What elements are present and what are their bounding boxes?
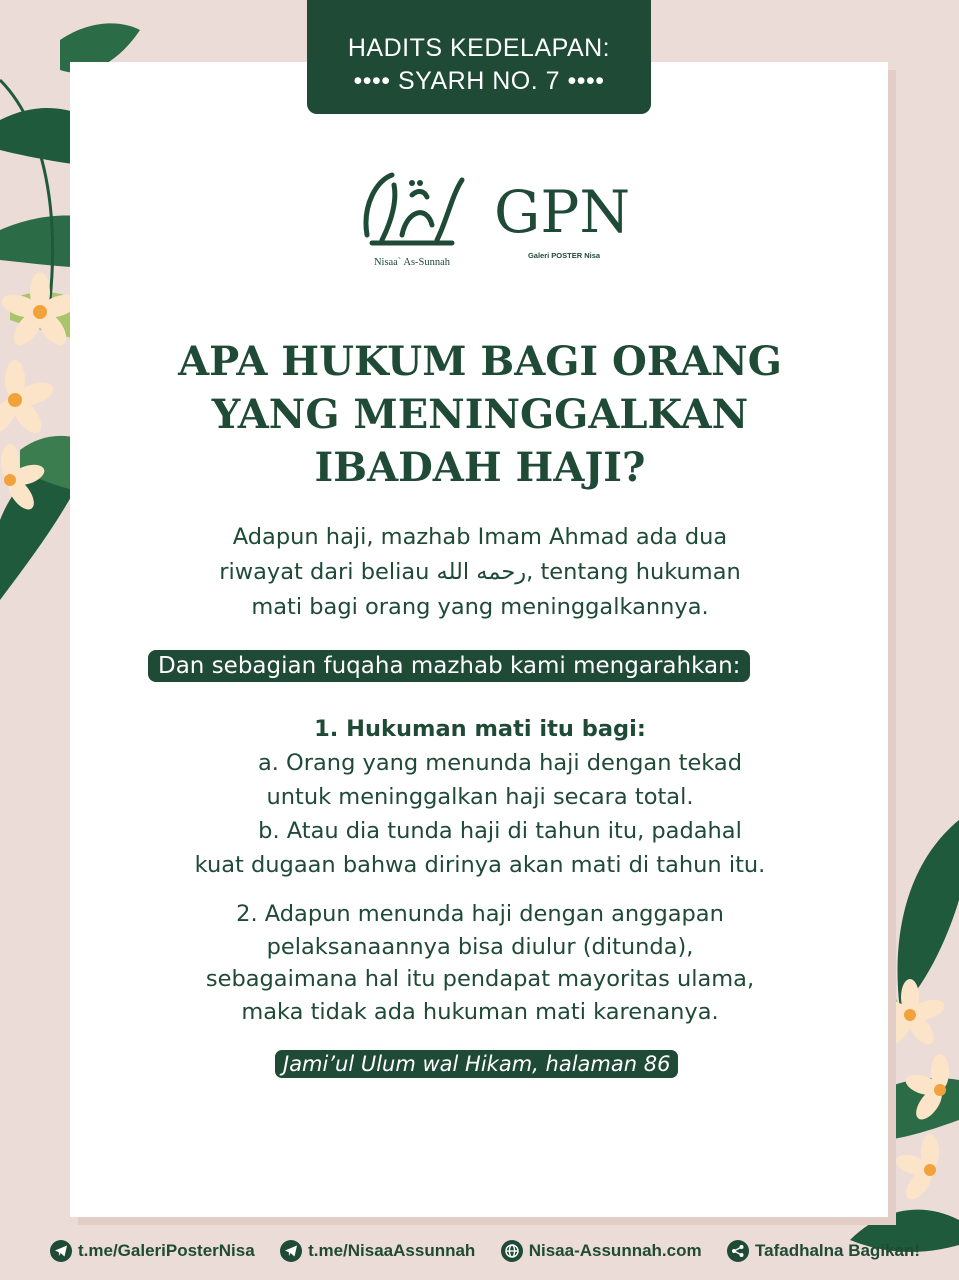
point-one-line: a. Orang yang menunda haji dengan tekad [257, 750, 743, 776]
intro-line: riwayat dari beliau رحمه الله, tentang hukuman [219, 559, 741, 585]
title-line: IBADAH HAJI? [314, 444, 646, 491]
footer-link-telegram-nisaa[interactable] [280, 1240, 475, 1262]
telegram-icon [280, 1240, 302, 1262]
point-one-line: kuat dugaan bahwa dirinya akan mati di tahun itu. [194, 852, 766, 878]
point-two-line: maka tidak ada hukuman mati karenanya. [241, 998, 719, 1025]
highlight-banner: Dan sebagian fuqaha mazhab kami mengarahkan: [148, 650, 750, 682]
intro-line: mati bagi orang yang meninggalkannya. [251, 594, 709, 620]
footer-link-text: t.me/GaleriPosterNisa [78, 1241, 255, 1260]
point-one [150, 712, 810, 882]
gpn-logo-caption: Galeri POSTER Nisa [527, 251, 601, 260]
point-two-line: sebagaimana hal itu pendapat mayoritas ulama, [205, 966, 755, 992]
content-card [70, 62, 888, 1217]
header-subtitle: •••• SYARH NO. 7 •••• [353, 67, 605, 95]
title-line: YANG MENINGGALKAN [211, 391, 749, 438]
footer-links [50, 1236, 920, 1266]
page-title [120, 335, 840, 494]
footer-link-text: Tafadhalna Bagikan! [755, 1241, 920, 1260]
footer-link-text: t.me/NisaaAssunnah [308, 1241, 476, 1260]
share-icon [727, 1240, 749, 1262]
point-one-heading: 1. Hukuman mati itu bagi: [314, 716, 646, 742]
footer-link-telegram-galeri[interactable] [50, 1240, 255, 1262]
point-two-line: 2. Adapun menunda haji dengan anggapan [236, 901, 724, 927]
globe-icon [501, 1240, 523, 1262]
nisaa-logo-caption: Nisaa` As-Sunnah [373, 257, 451, 268]
footer-link-website[interactable] [501, 1240, 702, 1262]
footer-link-text: Nisaa-Assunnah.com [528, 1241, 702, 1260]
nisaa-assunnah-logo [352, 165, 472, 275]
source-reference: Jami’ul Ulum wal Hikam, halaman 86 [275, 1050, 678, 1078]
intro-line: Adapun haji, mazhab Imam Ahmad ada dua [232, 524, 728, 550]
telegram-icon [50, 1240, 72, 1262]
point-two-line: pelaksanaannya bisa diulur (ditunda), [266, 933, 694, 960]
header-title: HADITS KEDELAPAN: [347, 34, 611, 62]
galeri-poster-nisa-logo [492, 170, 631, 265]
point-two [150, 898, 810, 1028]
footer-share-link[interactable] [727, 1240, 920, 1262]
intro-paragraph [150, 520, 810, 625]
point-one-line: b. Atau dia tunda haji di tahun itu, padahal [258, 818, 742, 844]
header-badge [307, 0, 651, 114]
point-one-line: untuk meninggalkan haji secara total. [266, 784, 694, 810]
title-line: APA HUKUM BAGI ORANG [178, 338, 782, 385]
gpn-logo-mark: GPN [494, 178, 631, 246]
